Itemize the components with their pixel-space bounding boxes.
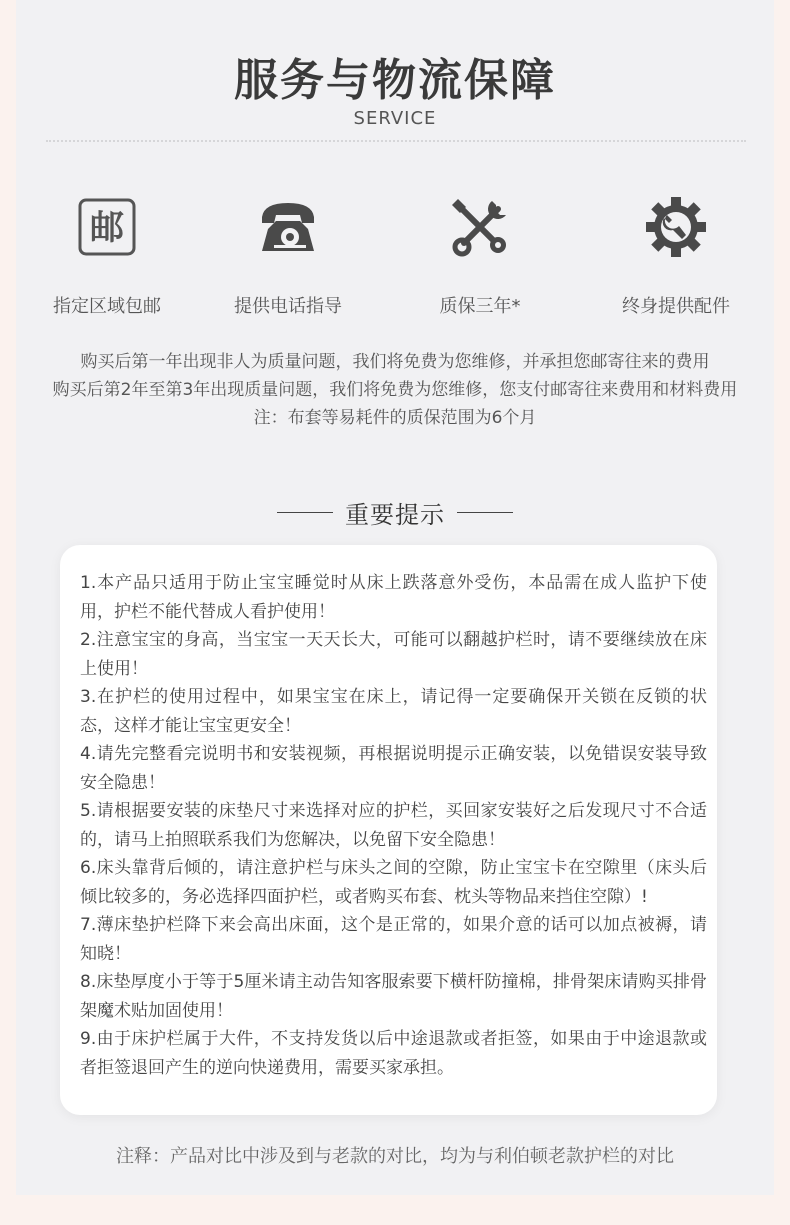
footer-note: 注释：产品对比中涉及到与老款的对比，均为与利伯顿老款护栏的对比: [116, 1146, 674, 1167]
service-label: 质保三年*: [439, 296, 521, 317]
notice-item: 3.在护栏的使用过程中，如果宝宝在床上，请记得一定要确保开关锁在反锁的状态，这样才能让宝宝更安全！: [80, 687, 707, 736]
warranty-line-1: 购买后第一年出现非人为质量问题，我们将免费为您维修，并承担您邮寄往来的费用: [80, 352, 710, 372]
divider: [46, 140, 746, 142]
notice-card: [60, 545, 717, 1115]
service-parts: [591, 192, 761, 318]
notice-item: 4.请先完整看完说明书和安装视频，再根据说明提示正确安装，以免错误安装导致安全隐患！: [80, 744, 707, 793]
gear-wrench-icon: [591, 192, 761, 262]
service-phone-guidance: [203, 192, 373, 318]
service-label: 提供电话指导: [234, 296, 342, 317]
notice-item: 1.本产品只适用于防止宝宝睡觉时从床上跌落意外受伤，本品需在成人监护下使用，护栏不能代替成人看护使用！: [80, 573, 707, 622]
notice-heading: [0, 494, 790, 530]
service-free-shipping: [22, 192, 192, 318]
notice-item: 7.薄床垫护栏降下来会高出床面，这个是正常的，如果介意的话可以加点被褥，请知晓！: [80, 915, 707, 964]
page-subtitle: SERVICE: [353, 108, 437, 129]
warranty-line-2: 购买后第2年至第3年出现质量问题，我们将免费为您维修，您支付邮寄往来费用和材料费用: [52, 380, 738, 400]
page-title: 服务与物流保障: [234, 55, 556, 106]
notice-item: 8.床垫厚度小于等于5厘米请主动告知客服索要下横杆防撞棉，排骨架床请购买排骨架魔术贴加固使用！: [80, 972, 707, 1021]
service-label: 指定区域包邮: [53, 296, 161, 317]
svg-text:邮: 邮: [90, 208, 124, 248]
telephone-icon: [203, 192, 373, 262]
notice-heading-text: 重要提示: [345, 500, 445, 529]
heading-rule-left: [277, 512, 333, 513]
tools-icon: [395, 192, 565, 262]
warranty-note: 注：布套等易耗件的质保范围为6个月: [253, 408, 537, 428]
notice-list: [60, 545, 717, 1082]
service-label: 终身提供配件: [622, 296, 730, 317]
notice-item: 2.注意宝宝的身高，当宝宝一天天长大，可能可以翻越护栏时，请不要继续放在床上使用！: [80, 630, 707, 679]
mail-stamp-icon: [22, 192, 192, 262]
notice-item: 9.由于床护栏属于大件，不支持发货以后中途退款或者拒签，如果由于中途退款或者拒签退回产生的逆向快递费用，需要买家承担。: [80, 1029, 707, 1078]
notice-item: 5.请根据要安装的床垫尺寸来选择对应的护栏，买回家安装好之后发现尺寸不合适的，请马上拍照联系我们为您解决，以免留下安全隐患！: [80, 801, 707, 850]
heading-rule-right: [457, 512, 513, 513]
notice-item: 6.床头靠背后倾的，请注意护栏与床头之间的空隙，防止宝宝卡在空隙里（床头后倾比较多的，务必选择四面护栏，或者购买布套、枕头等物品来挡住空隙）!: [80, 858, 707, 907]
service-warranty: [395, 192, 565, 318]
